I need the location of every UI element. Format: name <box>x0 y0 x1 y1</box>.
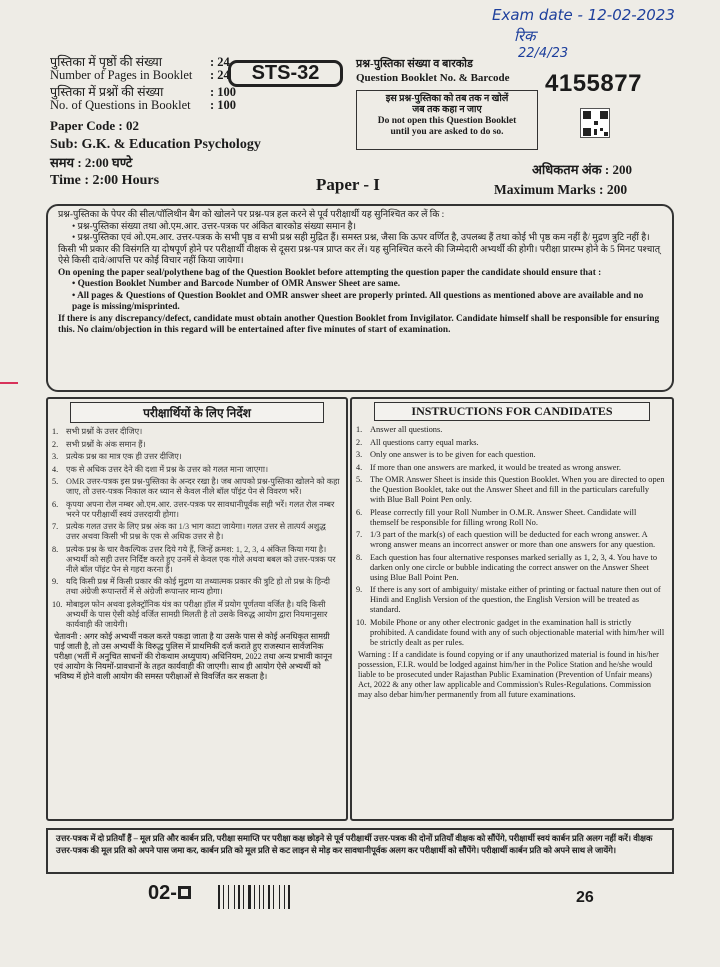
english-instruction-item-number: 3. <box>356 450 363 459</box>
english-instructions-title: INSTRUCTIONS FOR CANDIDATES <box>374 402 650 421</box>
series-code-box: STS-32 <box>228 60 343 87</box>
hindi-instruction-item-number: 6. <box>52 499 59 509</box>
barcode-bar <box>223 885 224 909</box>
hindi-instruction-item <box>52 500 340 520</box>
hindi-instruction-item-text: प्रत्येक प्रश्न के चार वैकल्पिक उत्तर दिये गये हैं, जिन्हें क्रमश: 1, 2, 3, 4 अंकित किया गया है। अभ्यर्थी को सही उत्तर निर्दिष्ट करते हुए उनमें से केवल एक गोले अथवा बबल को उत्तर-पत्रक पर नीले बॉल पॉइंट पेन से गहरा करना है। <box>66 544 336 574</box>
barcode-bar <box>243 885 244 909</box>
hindi-instruction-item-number: 5. <box>52 477 59 486</box>
hindi-instruction-item-text: मोबाइल फोन अथवा इलेक्ट्रॉनिक यंत्र का परीक्षा हॉल में प्रयोग पूर्णतया वर्जित है। यदि किसी अभ्यर्थी के पास ऐसी कोई वर्जित सामग्री मिलती है तो उसके विरुद्ध आयोग द्वारा नियमानुसार कार्यवाही की जायेगी। <box>66 599 328 629</box>
pages-hindi: पुस्तिका में पृष्ठों की संख्या <box>50 55 162 69</box>
seal-hindi-para-2: किसी भी प्रकार की विसंगति या दोषपूर्ण होने पर परीक्षार्थी वीक्षक से दूसरा प्रश्न-पत्र प्राप्त कर लें। यह सुनिश्चित करने की जिम्मेदारी अभ्यर्थी की होगी। परीक्षा प्रारम्भ होने के 5 मिनट पश्चात् ऐसे किसी दावे/आपत्ति पर कोई विचार नहीं किया जायेगा। <box>58 244 661 266</box>
time-hindi: समय : 2:00 घण्टे <box>50 155 133 170</box>
paper-code: Paper Code : 02 <box>50 118 139 133</box>
notice-hindi-1: इस प्रश्न-पुस्तिका को तब तक न खोलें <box>385 94 509 104</box>
handwritten-initials: रिक <box>514 27 536 45</box>
hindi-instruction-item <box>52 577 340 597</box>
english-instruction-item <box>356 508 666 528</box>
english-instruction-item-number: 4. <box>356 462 363 472</box>
subject: Sub: G.K. & Education Psychology <box>50 137 261 152</box>
hindi-instruction-item <box>52 477 340 497</box>
page-number: 26 <box>576 889 594 906</box>
english-instruction-item-text: Each question has four alternative responses marked serially as 1, 2, 3, 4. You have to darken only one circle or bubble indicating the correct answer on the Answer Sheet using Blue Ball Point Pen. <box>370 552 658 582</box>
english-instruction-item-text: Please correctly fill your Roll Number in O.M.R. Answer Sheet. Candidate will themself be responsible for filling wrong Roll No. <box>370 507 637 527</box>
questions-hindi-value: : 100 <box>210 85 237 99</box>
hindi-instructions-box <box>46 397 348 821</box>
barcode-bar <box>228 885 229 909</box>
barcode-bar <box>234 885 235 909</box>
english-instruction-item-text: All questions carry equal marks. <box>370 437 479 447</box>
hindi-instruction-item-text: प्रत्येक गलत उत्तर के लिए प्रश्न अंक का 1/3 भाग काटा जायेगा। गलत उत्तर से तात्पर्य अशुद्ध उत्तर अथवा किसी भी प्रश्न के एक से अधिक उत्तर से है। <box>66 522 326 541</box>
notice-hindi-2: जब तक कहा न जाए <box>412 105 482 115</box>
answer-sheet-copies-note: उत्तर-पत्रक में दो प्रतियाँ हैं – मूल प्रति और कार्बन प्रति, परीक्षा समाप्ति पर परीक्षा कक्ष छोड़ने से पूर्व परीक्षार्थी उत्तर-पत्रक की दोनों प्रतियाँ वीक्षक को सौंपेंगे, परीक्षार्थी स्वयं कार्बन प्रति अलग नहीं करें। वीक्षक उत्तर-पत्रक की मूल प्रति को अपने पास जमा कर, कार्बन प्रति को मूल प्रति से कट लाइन से मोड़ कर सावधानीपूर्वक अलग कर परीक्षार्थी को सौंपेंगे। परीक्षार्थी कार्बन प्रति को अपने साथ ले जायेंगे। <box>46 828 674 874</box>
barcode-bar <box>268 885 270 909</box>
hindi-instruction-item-text: प्रत्येक प्रश्न का मात्र एक ही उत्तर दीजिए। <box>66 452 182 461</box>
hindi-instruction-item-number: 3. <box>52 452 59 461</box>
hindi-instruction-item <box>52 600 340 630</box>
english-instruction-item <box>356 475 666 505</box>
hindi-instruction-item-number: 7. <box>52 522 59 531</box>
english-instruction-item-text: Only one answer is to be given for each question. <box>370 450 536 459</box>
english-instructions-box <box>350 397 674 821</box>
seal-en-para-2: If there is any discrepancy/defect, candidate must obtain another Question Booklet from Invigilator. Candidate himself shall be responsible for ensuring this. No claim/objection in this regard will be entertained after five minutes of start of examination. <box>58 313 660 335</box>
footer-code-text: 02- <box>148 882 177 904</box>
questions-value: : 100 <box>210 98 237 112</box>
handwritten-exam-date: Exam date - 12-02-2023 <box>492 6 675 24</box>
barcode-bar <box>254 885 255 909</box>
seal-en-bullet-1: • Question Booklet Number and Barcode Number of OMR Answer Sheet are same. <box>72 279 401 289</box>
hindi-instruction-item-number: 9. <box>52 577 59 586</box>
barcode-bar <box>218 885 220 909</box>
hindi-instruction-item-text: सभी प्रश्नों के उत्तर दीजिए। <box>66 427 143 436</box>
red-margin-mark <box>0 382 18 384</box>
barcode-bar <box>263 885 264 909</box>
hindi-instructions-list <box>48 427 346 630</box>
barcode-bar <box>288 885 290 909</box>
hindi-instruction-item-number: 2. <box>52 439 59 449</box>
english-instruction-item <box>356 530 666 550</box>
hindi-instruction-item-number: 8. <box>52 544 59 554</box>
barcode-icon <box>218 885 300 909</box>
questions-hindi: पुस्तिका में प्रश्नों की संख्या <box>50 85 164 99</box>
seal-en-intro: On opening the paper seal/polythene bag of the Question Booklet before attempting the question paper the candidate should ensure that : <box>58 267 602 278</box>
barcode-bar <box>259 885 260 909</box>
english-instruction-item-number: 6. <box>356 507 363 517</box>
english-instruction-item-text: If more than one answers are marked, it would be treated as wrong answer. <box>370 462 621 472</box>
time: Time : 2:00 Hours <box>50 173 160 188</box>
seal-hindi-intro: प्रश्न-पुस्तिका के पेपर की सील/पॉलिथीन बैग को खोलने पर प्रश्न-पत्र हल करने से पूर्व परीक्षार्थी यह सुनिश्चित कर लें कि : <box>58 210 445 220</box>
hindi-instruction-item-text: कृपया अपना रोल नम्बर ओ.एम.आर. उत्तर-पत्रक पर सावधानीपूर्वक सही भरें। गलत रोल नम्बर भरने पर परीक्षार्थी स्वयं उत्तरदायी होगा। <box>66 499 335 519</box>
hindi-instruction-item-text: यदि किसी प्रश्न में किसी प्रकार की कोई मुद्रण या तथ्यात्मक प्रकार की त्रुटि हो तो प्रश्न के हिन्दी तथा अंग्रेजी रूपान्तरों में से अंग्रेजी रूपान्तर मान्य होगा। <box>66 577 331 596</box>
hindi-instruction-item <box>52 465 340 475</box>
paper-title: Paper - I <box>316 175 380 194</box>
barcode-bar <box>248 885 251 909</box>
questions-label: No. of Questions in Booklet <box>50 98 191 112</box>
hindi-instruction-item <box>52 522 340 542</box>
hindi-instruction-item-text: OMR उत्तर-पत्रक इस प्रश्न-पुस्तिका के अन्दर रखा है। जब आपको प्रश्न-पुस्तिका खोलने को कहा जाए, तो उत्तर-पत्रक निकाल कर ध्यान से केवल नीले बॉल पॉइंट पेन से विवरण भरें। <box>66 477 340 496</box>
english-instruction-item-number: 1. <box>356 425 363 434</box>
seal-instructions-box <box>46 204 674 392</box>
square-icon <box>178 886 191 899</box>
english-instruction-item-text: Mobile Phone or any other electronic gadget in the examination hall is strictly prohibited. A candidate found with any of such objectionable material with him/her will be strictly dealt as per rules. <box>370 617 665 647</box>
english-instructions-list <box>352 425 672 648</box>
footer-paper-code <box>148 882 191 905</box>
pages-value: : 24 <box>210 68 230 82</box>
english-instruction-item-text: Answer all questions. <box>370 425 443 434</box>
english-instruction-item-text: The OMR Answer Sheet is inside this Question Booklet. When you are directed to open the Question Booklet, take out the Answer Sheet and fill in the particulars carefully with Blue Ball Point Pen only. <box>370 475 665 504</box>
english-warning: Warning : If a candidate is found copying or if any unauthorized material is found in his/her possession, F.I.R. would be lodged against him/her in the Police Station and he/she would liable to be prosecuted under Rajasthan Public Examination (Prevention of Unfair means) Act, 2022 & any other law applicable and Commission's Rules-Regulations. Commission may also debar him/her permanently from all future examinations. <box>358 650 659 699</box>
handwritten-date-mark: 22/4/23 <box>518 46 569 61</box>
hindi-instruction-item-text: सभी प्रश्नों के अंक समान हैं। <box>66 439 146 449</box>
english-instruction-item-text: If there is any sort of ambiguity/ mistake either of printing or factual nature then out of Hindi and English Version of the question, the English Version will be treated as standard. <box>370 585 661 614</box>
hindi-instruction-item-text: एक से अधिक उत्तर देने की दशा में प्रश्न के उत्तर को गलत माना जाएगा। <box>66 464 269 474</box>
english-instruction-item <box>356 438 666 448</box>
english-instruction-item-number: 10. <box>356 617 367 627</box>
hindi-instruction-item <box>52 452 340 462</box>
booklet-no-hindi: प्रश्न-पुस्तिका संख्या व बारकोड <box>356 58 473 70</box>
english-instruction-item-number: 9. <box>356 585 363 594</box>
english-instruction-item <box>356 585 666 615</box>
max-marks: Maximum Marks : 200 <box>494 182 628 197</box>
seal-hindi-bullet-2: • प्रश्न-पुस्तिका एवं ओ.एम.आर. उत्तर-पत्रक के सभी पृष्ठ व सभी प्रश्न सही मुद्रित हैं। समस्त प्रश्न, जैसा कि ऊपर वर्णित है, उपलब्ध हैं तथा कोई भी पृष्ठ कम नहीं है/ मुद्रण त्रुटि नहीं है। <box>72 233 650 243</box>
english-instruction-item <box>356 463 666 473</box>
english-instruction-item <box>356 450 666 460</box>
seal-hindi-bullet-1: • प्रश्न-पुस्तिका संख्या तथा ओ.एम.आर. उत्तर-पत्रक पर अंकित बारकोड संख्या समान है। <box>72 221 357 232</box>
hindi-instruction-item-number: 4. <box>52 464 59 474</box>
english-instruction-item <box>356 425 666 435</box>
qr-code-icon <box>580 108 610 138</box>
english-instruction-item-number: 5. <box>356 475 363 484</box>
booklet-serial-number: 4155877 <box>545 70 642 97</box>
barcode-bar <box>273 885 274 909</box>
hindi-instruction-item <box>52 427 340 437</box>
notice-en-2: until you are asked to do so. <box>390 127 504 137</box>
questions-line <box>50 99 261 112</box>
barcode-bar <box>238 885 240 909</box>
hindi-instruction-item-number: 10. <box>52 599 63 609</box>
seal-en-bullet-2: • All pages & Questions of Question Booklet and OMR answer sheet are properly printed. All questions as mentioned above are available and no page is missing/misprinted. <box>72 290 644 312</box>
english-instruction-item <box>356 553 666 583</box>
notice-en-1: Do not open this Question Booklet <box>377 116 517 126</box>
english-instruction-item-number: 7. <box>356 530 363 539</box>
hindi-instructions-title: परीक्षार्थियों के लिए निर्देश <box>70 402 324 423</box>
pages-hindi-value: : 24 <box>210 55 230 69</box>
hindi-instruction-item <box>52 440 340 450</box>
english-instruction-item-text: 1/3 part of the mark(s) of each question will be deducted for each wrong answer. A wrong answer means an incorrect answer or more than one answers for any question. <box>370 530 656 549</box>
hindi-instruction-item <box>52 545 340 575</box>
english-instruction-item <box>356 618 666 648</box>
barcode-bar <box>279 885 280 909</box>
max-marks-hindi: अधिकतम अंक : 200 <box>532 162 632 177</box>
barcode-bar <box>284 885 285 909</box>
english-instruction-item-number: 2. <box>356 437 363 447</box>
booklet-no-label: Question Booklet No. & Barcode <box>356 72 510 84</box>
pages-label: Number of Pages in Booklet <box>50 68 193 82</box>
english-instruction-item-number: 8. <box>356 552 363 562</box>
do-not-open-notice <box>356 90 538 150</box>
hindi-instruction-item-number: 1. <box>52 427 59 436</box>
hindi-warning: चेतावनी : अगर कोई अभ्यर्थी नकल करते पकड़ा जाता है या उसके पास से कोई अनधिकृत सामग्री पाई जाती है, तो उस अभ्यर्थी के विरुद्ध पुलिस में प्राथमिकी दर्ज कराते हुए राजस्थान सार्वजनिक परीक्षा (भर्ती में अनुचित साधनों की रोकथाम अध्युपाय) अधिनियम, 2022 तथा अन्य प्रभावी कानून एवं आयोग के नियमों-प्रावधानों के तहत कार्यवाही की जाएगी। साथ ही आयोग ऐसे अभ्यर्थी को भविष्य में होने वाली आयोग की समस्त परीक्षाओं से विवर्जित कर सकता है। <box>54 632 333 681</box>
